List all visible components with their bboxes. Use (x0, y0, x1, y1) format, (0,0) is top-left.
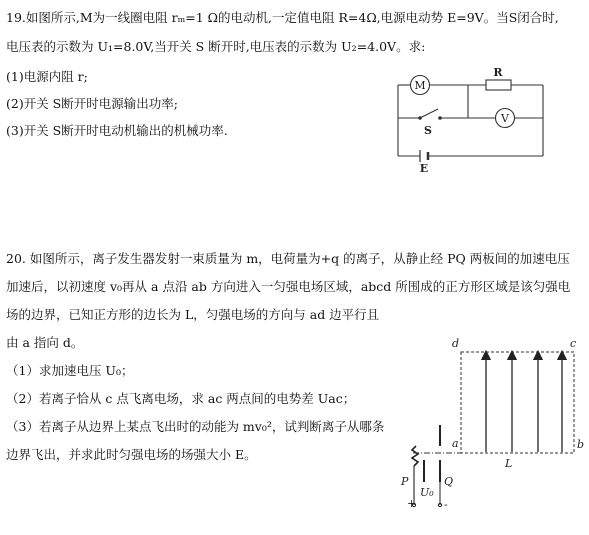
q20-line-4: 由 a 指向 d。 (6, 335, 84, 350)
label-L: L (505, 457, 513, 470)
battery-label: E (419, 162, 429, 175)
voltmeter-label: V (501, 112, 509, 125)
q20-item-1: （1）求加速电压 U₀； (6, 363, 134, 378)
q20-line-2: 加速后，以初速度 v₀再从 a 点沿 ab 方向进入一匀强电场区域，abcd 所围成的正方形区域是该匀强电 (6, 279, 571, 294)
label-c: c (570, 337, 577, 350)
q19-line-2: 电压表的示数为 U₁=8.0V,当开关 S 断开时,电压表的示数为 U₂=4.0V。求: (6, 39, 426, 54)
label-Q: Q (444, 475, 454, 488)
label-plus: + (407, 497, 417, 510)
q20-item-2: （2）若离子恰从 c 点飞离电场，求 ac 两点间的电势差 Uac； (6, 391, 356, 406)
label-U0: U₀ (420, 486, 434, 499)
resistor-label: R (493, 66, 503, 79)
q20-line-3: 场的边界，已知正方形的边长为 L，匀强电场的方向与 ad 边平行且 (6, 307, 380, 322)
q19-item-2: (2)开关 S断开时电源输出功率; (6, 96, 178, 111)
label-P: P (401, 475, 409, 488)
switch-label: S (424, 124, 432, 137)
q19-line-1: 19.如图所示,M为一线圈电阻 rₘ=1 Ω的电动机,一定值电阻 R=4Ω,电源电动势 E=9V。当S闭合时, (6, 10, 559, 25)
label-d: d (452, 337, 460, 350)
q19-item-1: (1)电源内阻 r; (6, 69, 88, 84)
motor-label: M (414, 79, 426, 92)
label-b: b (577, 438, 585, 451)
label-minus: - (444, 498, 448, 511)
q20-item-4: 边界飞出，并求此时匀强电场的场强大小 E。 (6, 447, 257, 462)
field-boundary (461, 352, 574, 453)
q19-item-3: (3)开关 S断开时电动机输出的机械功率. (6, 123, 228, 138)
label-a: a (452, 437, 459, 450)
q20-line-1: 20. 如图所示，离子发生器发射一束质量为 m，电荷量为+q 的离子，从静止经 PQ 两板间的加速电压 (6, 251, 570, 266)
q20-item-3: （3）若离子从边界上某点飞出时的动能为 mv₀²，试判断离子从哪条 (6, 419, 385, 434)
